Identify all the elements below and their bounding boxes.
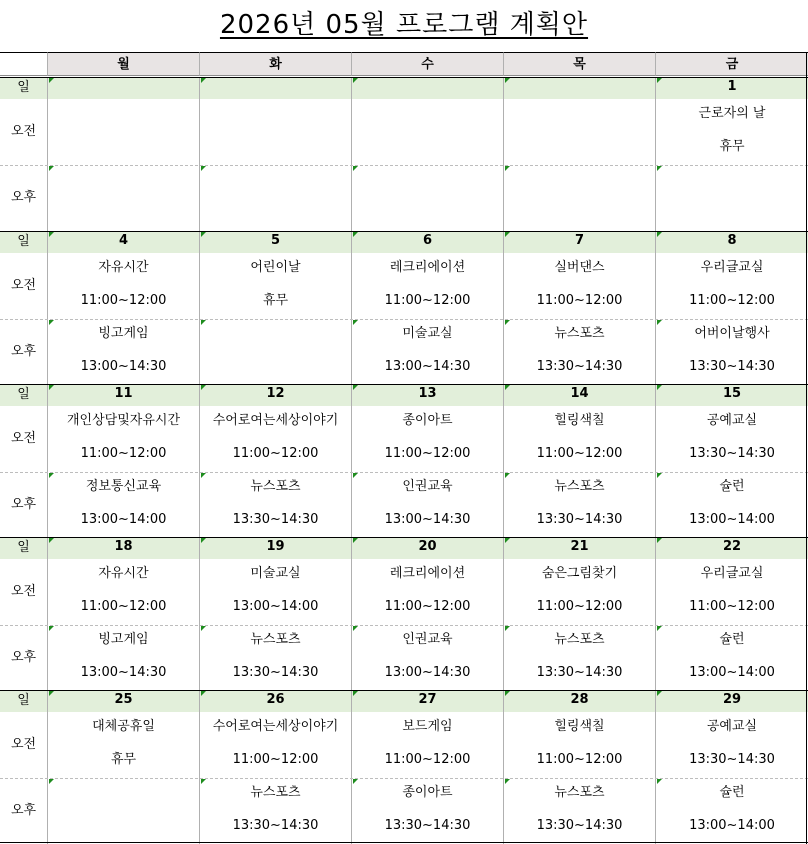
- cell-note-marker: [505, 166, 510, 171]
- program-name: 개인상담및자유시간: [66, 413, 181, 428]
- program-time: 11:00~12:00: [384, 752, 471, 767]
- pm-program-cell[interactable]: [655, 165, 808, 231]
- date-cell[interactable]: [47, 231, 199, 253]
- date-number: 14: [570, 386, 589, 401]
- pm-program-cell[interactable]: [47, 625, 199, 691]
- am-program-cell[interactable]: [655, 99, 808, 165]
- date-cell[interactable]: [351, 537, 503, 559]
- pm-row-label: 오후: [10, 803, 37, 818]
- program-name: 인권교육: [402, 479, 453, 494]
- program-time: 13:00~14:00: [80, 512, 167, 527]
- program-name: 실버댄스: [554, 260, 605, 275]
- program-time: 13:00~14:30: [384, 359, 471, 374]
- date-cell[interactable]: [351, 77, 503, 99]
- page-title-text: 2026년 05월 프로그램 계획안: [219, 10, 589, 40]
- program-time: 13:30~14:30: [232, 818, 319, 833]
- cell-note-marker: [657, 78, 662, 83]
- pm-program-cell[interactable]: [503, 165, 655, 231]
- pm-row-label: 오후: [10, 497, 37, 512]
- date-cell[interactable]: [655, 690, 808, 712]
- program-time: 11:00~12:00: [689, 293, 775, 308]
- pm-program-cell[interactable]: [655, 625, 808, 691]
- am-program-cell[interactable]: [199, 559, 351, 625]
- cell-note-marker: [201, 78, 206, 83]
- am-pm-divider: [0, 319, 808, 320]
- date-cell[interactable]: [199, 690, 351, 712]
- date-number: 11: [114, 386, 133, 401]
- date-number: 29: [722, 692, 742, 707]
- pm-program-cell[interactable]: [199, 165, 351, 231]
- date-cell[interactable]: [503, 231, 655, 253]
- cell-note-marker: [505, 691, 510, 696]
- am-pm-divider: [0, 778, 808, 779]
- program-time: 13:30~14:30: [536, 359, 623, 374]
- weekday-header: 금: [655, 52, 808, 76]
- program-time: 13:30~14:30: [689, 359, 775, 374]
- cell-note-marker: [49, 691, 54, 696]
- date-cell[interactable]: [503, 77, 655, 99]
- program-name: 어린이날: [250, 260, 301, 275]
- program-time: 13:30~14:30: [232, 512, 319, 527]
- pm-row-label: 오후: [10, 344, 37, 359]
- date-number: 25: [114, 692, 133, 707]
- am-program-cell[interactable]: [351, 712, 503, 778]
- am-program-cell[interactable]: [503, 712, 655, 778]
- pm-program-cell[interactable]: [351, 778, 503, 844]
- date-cell[interactable]: [47, 77, 199, 99]
- program-time: 11:00~12:00: [689, 599, 775, 614]
- date-number: 7: [574, 233, 585, 248]
- cell-note-marker: [657, 232, 662, 237]
- date-cell[interactable]: [47, 690, 199, 712]
- program-time: 휴무: [262, 293, 289, 308]
- date-number: 1: [727, 79, 737, 94]
- cell-note-marker: [49, 626, 54, 631]
- date-number: 15: [722, 386, 742, 401]
- pm-program-cell[interactable]: [199, 319, 351, 385]
- am-program-cell[interactable]: [47, 99, 199, 165]
- date-number: 26: [266, 692, 285, 707]
- cell-note-marker: [201, 320, 206, 325]
- cell-note-marker: [49, 78, 54, 83]
- cell-note-marker: [201, 779, 206, 784]
- am-row-label: 오전: [10, 278, 37, 293]
- program-name: 수어로여는세상이야기: [212, 413, 339, 428]
- am-program-cell[interactable]: [47, 406, 199, 472]
- cell-note-marker: [505, 320, 510, 325]
- am-program-cell[interactable]: [199, 253, 351, 319]
- week-top-border: [0, 231, 808, 232]
- program-time: 13:00~14:30: [80, 665, 167, 680]
- am-program-cell[interactable]: [199, 712, 351, 778]
- week-top-border: [0, 77, 808, 78]
- am-program-cell[interactable]: [199, 99, 351, 165]
- program-name: 뉴스포츠: [250, 632, 301, 647]
- program-time: 13:30~14:30: [689, 752, 775, 767]
- program-time: 13:00~14:30: [384, 665, 471, 680]
- program-name: 슐런: [719, 632, 745, 647]
- program-name: 슐런: [719, 785, 745, 800]
- pm-program-cell[interactable]: [47, 778, 199, 844]
- program-name: 힐링색칠: [554, 719, 605, 734]
- date-cell[interactable]: [199, 384, 351, 406]
- week-top-border: [0, 384, 808, 385]
- program-time: 11:00~12:00: [80, 599, 167, 614]
- program-name: 뉴스포츠: [554, 785, 605, 800]
- program-time: 13:30~14:30: [232, 665, 319, 680]
- date-cell[interactable]: [655, 77, 808, 99]
- day-row-label: 일: [0, 690, 47, 712]
- date-number: 21: [570, 539, 589, 554]
- pm-program-cell[interactable]: [351, 472, 503, 538]
- program-time: 13:30~14:30: [536, 818, 623, 833]
- program-time: 13:00~14:00: [689, 818, 775, 833]
- date-number: 5: [270, 233, 281, 248]
- date-cell[interactable]: [47, 384, 199, 406]
- program-time: 11:00~12:00: [536, 752, 623, 767]
- program-time: 13:00~14:30: [384, 512, 471, 527]
- pm-program-cell[interactable]: [199, 778, 351, 844]
- header-corner: [0, 52, 47, 76]
- date-number: 8: [727, 233, 737, 248]
- am-program-cell[interactable]: [655, 712, 808, 778]
- pm-program-cell[interactable]: [47, 319, 199, 385]
- cell-note-marker: [657, 320, 662, 325]
- week-top-border: [0, 537, 808, 538]
- date-cell[interactable]: [503, 537, 655, 559]
- program-time: 11:00~12:00: [384, 293, 471, 308]
- cell-note-marker: [353, 779, 358, 784]
- date-number: 27: [418, 692, 437, 707]
- pm-program-cell[interactable]: [655, 472, 808, 538]
- program-name: 뉴스포츠: [250, 479, 301, 494]
- pm-program-cell[interactable]: [503, 472, 655, 538]
- cell-note-marker: [201, 691, 206, 696]
- program-name: 정보통신교육: [85, 479, 162, 494]
- cell-note-marker: [201, 385, 206, 390]
- cell-note-marker: [505, 385, 510, 390]
- program-name: 종이아트: [402, 785, 453, 800]
- program-time: 휴무: [719, 139, 745, 154]
- program-name: 우리글교실: [700, 260, 764, 275]
- program-name: 어버이날행사: [694, 326, 770, 341]
- pm-row-label: 오후: [10, 190, 37, 205]
- cell-note-marker: [49, 779, 54, 784]
- cell-note-marker: [201, 538, 206, 543]
- am-program-cell[interactable]: [655, 253, 808, 319]
- date-cell[interactable]: [199, 77, 351, 99]
- program-name: 미술교실: [250, 566, 301, 581]
- program-name: 수어로여는세상이야기: [212, 719, 339, 734]
- program-time: 휴무: [110, 752, 137, 767]
- cell-note-marker: [49, 320, 54, 325]
- program-name: 우리글교실: [700, 566, 764, 581]
- am-program-cell[interactable]: [351, 253, 503, 319]
- table-bottom-border: [0, 842, 808, 843]
- am-program-cell[interactable]: [351, 99, 503, 165]
- program-name: 인권교육: [402, 632, 453, 647]
- cell-note-marker: [657, 779, 662, 784]
- cell-note-marker: [353, 320, 358, 325]
- program-time: 11:00~12:00: [536, 446, 623, 461]
- date-cell[interactable]: [47, 537, 199, 559]
- date-number: 28: [570, 692, 589, 707]
- program-time: 13:00~14:00: [689, 665, 775, 680]
- program-time: 13:30~14:30: [384, 818, 471, 833]
- program-name: 레크리에이션: [389, 260, 466, 275]
- cell-note-marker: [505, 538, 510, 543]
- cell-note-marker: [657, 691, 662, 696]
- date-number: 18: [114, 539, 133, 554]
- program-time: 11:00~12:00: [80, 293, 167, 308]
- program-name: 미술교실: [402, 326, 453, 341]
- cell-note-marker: [49, 473, 54, 478]
- pm-program-cell[interactable]: [503, 319, 655, 385]
- date-cell[interactable]: [199, 537, 351, 559]
- program-name: 공예교실: [706, 413, 758, 428]
- date-cell[interactable]: [351, 690, 503, 712]
- program-name: 숨은그림찾기: [541, 566, 618, 581]
- pm-program-cell[interactable]: [503, 778, 655, 844]
- program-name: 슐런: [719, 479, 745, 494]
- program-name: 자유시간: [98, 566, 149, 581]
- program-name: 근로자의 날: [698, 106, 766, 121]
- program-time: 13:30~14:30: [536, 512, 623, 527]
- am-program-cell[interactable]: [503, 559, 655, 625]
- program-time: 11:00~12:00: [232, 752, 319, 767]
- date-cell[interactable]: [503, 690, 655, 712]
- am-program-cell[interactable]: [655, 559, 808, 625]
- pm-program-cell[interactable]: [655, 319, 808, 385]
- cell-note-marker: [505, 78, 510, 83]
- date-cell[interactable]: [351, 384, 503, 406]
- weekday-header: 목: [503, 52, 655, 76]
- program-name: 뉴스포츠: [554, 479, 605, 494]
- am-program-cell[interactable]: [351, 559, 503, 625]
- pm-program-cell[interactable]: [655, 778, 808, 844]
- day-row-label: 일: [0, 77, 47, 99]
- cell-note-marker: [505, 779, 510, 784]
- program-time: 11:00~12:00: [536, 293, 623, 308]
- program-time: 11:00~12:00: [232, 446, 319, 461]
- program-name: 빙고게임: [98, 632, 149, 647]
- cell-note-marker: [49, 538, 54, 543]
- am-program-cell[interactable]: [199, 406, 351, 472]
- am-program-cell[interactable]: [351, 406, 503, 472]
- day-row-label: 일: [0, 384, 47, 406]
- am-program-cell[interactable]: [503, 253, 655, 319]
- program-name: 보드게임: [402, 719, 453, 734]
- cell-note-marker: [657, 538, 662, 543]
- am-pm-divider: [0, 472, 808, 473]
- pm-program-cell[interactable]: [351, 319, 503, 385]
- date-number: 6: [422, 233, 433, 248]
- cell-note-marker: [353, 626, 358, 631]
- program-name: 뉴스포츠: [554, 632, 605, 647]
- cell-note-marker: [353, 166, 358, 171]
- program-time: 13:30~14:30: [536, 665, 623, 680]
- date-number: 4: [118, 233, 129, 248]
- am-program-cell[interactable]: [47, 253, 199, 319]
- pm-program-cell[interactable]: [47, 165, 199, 231]
- date-cell[interactable]: [655, 537, 808, 559]
- program-time: 13:00~14:30: [80, 359, 167, 374]
- cell-note-marker: [49, 166, 54, 171]
- pm-program-cell[interactable]: [503, 625, 655, 691]
- date-number: 13: [418, 386, 437, 401]
- date-number: 20: [418, 539, 437, 554]
- weekday-header: 수: [351, 52, 503, 76]
- date-number: 22: [722, 539, 742, 554]
- am-program-cell[interactable]: [503, 99, 655, 165]
- cell-note-marker: [353, 385, 358, 390]
- am-program-cell[interactable]: [503, 406, 655, 472]
- date-cell[interactable]: [503, 384, 655, 406]
- program-time: 13:00~14:00: [689, 512, 775, 527]
- am-pm-divider: [0, 165, 808, 166]
- program-time: 13:00~14:00: [232, 599, 319, 614]
- am-row-label: 오전: [10, 431, 37, 446]
- program-time: 11:00~12:00: [536, 599, 623, 614]
- day-row-label: 일: [0, 537, 47, 559]
- cell-note-marker: [353, 538, 358, 543]
- date-number: 19: [266, 539, 285, 554]
- cell-note-marker: [49, 232, 54, 237]
- cell-note-marker: [657, 385, 662, 390]
- date-cell[interactable]: [655, 384, 808, 406]
- program-time: 11:00~12:00: [80, 446, 167, 461]
- pm-program-cell[interactable]: [199, 625, 351, 691]
- program-name: 빙고게임: [98, 326, 149, 341]
- program-time: 11:00~12:00: [384, 599, 471, 614]
- program-name: 레크리에이션: [389, 566, 466, 581]
- table-right-border: [806, 52, 807, 844]
- cell-note-marker: [49, 385, 54, 390]
- weekday-header: 월: [47, 52, 199, 76]
- cell-note-marker: [353, 691, 358, 696]
- cell-note-marker: [505, 473, 510, 478]
- program-time: 11:00~12:00: [384, 446, 471, 461]
- week-top-border: [0, 690, 808, 691]
- pm-program-cell[interactable]: [47, 472, 199, 538]
- am-program-cell[interactable]: [47, 559, 199, 625]
- cell-note-marker: [201, 626, 206, 631]
- program-name: 대체공휴일: [92, 719, 155, 734]
- am-pm-divider: [0, 625, 808, 626]
- cell-note-marker: [201, 473, 206, 478]
- cell-note-marker: [505, 626, 510, 631]
- cell-note-marker: [657, 473, 662, 478]
- date-cell[interactable]: [199, 231, 351, 253]
- date-cell[interactable]: [655, 231, 808, 253]
- cell-note-marker: [353, 78, 358, 83]
- cell-note-marker: [201, 232, 206, 237]
- program-name: 힐링색칠: [554, 413, 605, 428]
- cell-note-marker: [657, 166, 662, 171]
- am-row-label: 오전: [10, 584, 37, 599]
- program-name: 종이아트: [402, 413, 453, 428]
- cell-note-marker: [201, 166, 206, 171]
- am-row-label: 오전: [10, 124, 37, 139]
- program-name: 자유시간: [98, 260, 149, 275]
- program-time: 13:30~14:30: [689, 446, 775, 461]
- date-number: 12: [266, 386, 285, 401]
- am-program-cell[interactable]: [655, 406, 808, 472]
- pm-program-cell[interactable]: [351, 165, 503, 231]
- program-name: 공예교실: [706, 719, 758, 734]
- pm-program-cell[interactable]: [351, 625, 503, 691]
- cell-note-marker: [657, 626, 662, 631]
- am-row-label: 오전: [10, 737, 37, 752]
- program-name: 뉴스포츠: [250, 785, 301, 800]
- cell-note-marker: [353, 232, 358, 237]
- cell-note-marker: [353, 473, 358, 478]
- program-name: 뉴스포츠: [554, 326, 605, 341]
- cell-note-marker: [505, 232, 510, 237]
- pm-program-cell[interactable]: [199, 472, 351, 538]
- pm-row-label: 오후: [10, 650, 37, 665]
- date-cell[interactable]: [351, 231, 503, 253]
- weekday-header: 화: [199, 52, 351, 76]
- am-program-cell[interactable]: [47, 712, 199, 778]
- day-row-label: 일: [0, 231, 47, 253]
